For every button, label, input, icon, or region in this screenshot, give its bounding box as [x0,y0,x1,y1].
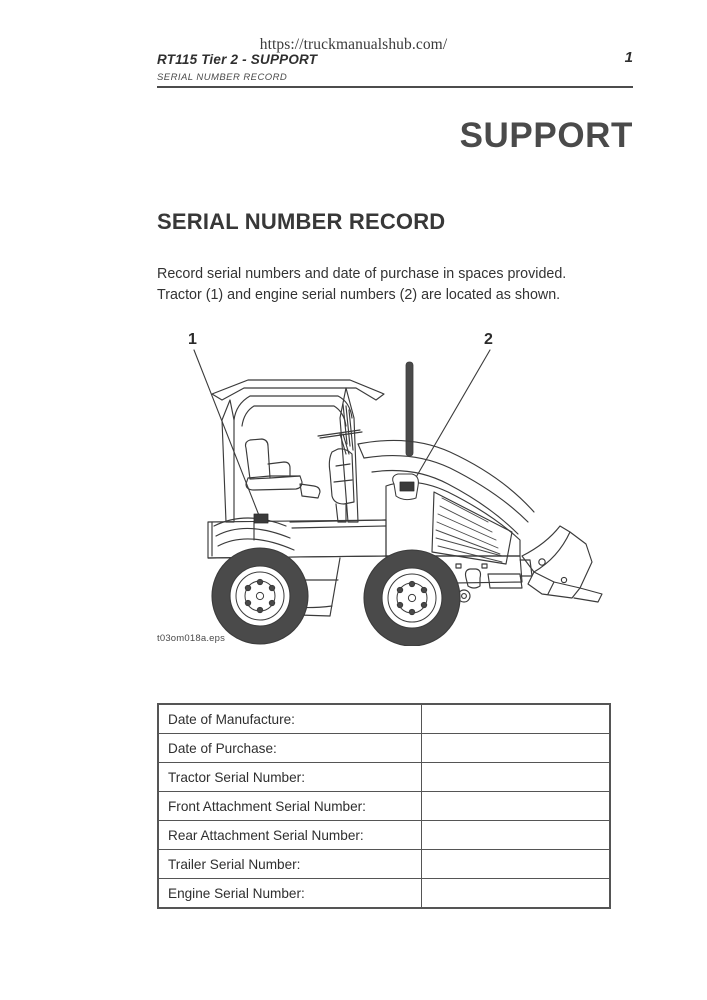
row-value-field[interactable] [421,763,610,792]
row-value-field[interactable] [421,704,610,734]
page-title: SUPPORT [459,116,633,155]
front-wheel [364,550,460,646]
tractor-serial-plate [254,514,268,523]
tractor-figure [150,326,620,646]
section-heading: SERIAL NUMBER RECORD [157,209,446,234]
row-label: Rear Attachment Serial Number: [158,821,421,850]
site-watermark: https://truckmanualshub.com/ [259,36,448,53]
callout-number-1: 1 [188,331,197,348]
callout-leader-lines [194,350,490,518]
row-label: Date of Manufacture: [158,704,421,734]
page-number: 1 [624,49,633,66]
header-divider-rule [157,86,633,88]
table-row [158,734,610,763]
table-row [158,850,610,879]
serial-number-record-table [157,703,611,909]
row-label: Trailer Serial Number: [158,850,421,879]
table-row [158,704,610,734]
running-header-subtitle: SERIAL NUMBER RECORD [157,72,288,83]
row-value-field[interactable] [421,734,610,763]
row-value-field[interactable] [421,821,610,850]
intro-paragraph [157,264,637,306]
table-row [158,821,610,850]
callout-number-2: 2 [484,331,493,348]
intro-line-1: Record serial numbers and date of purchase in spaces provided. [157,266,567,282]
row-label: Date of Purchase: [158,734,421,763]
table-row [158,879,610,909]
row-label: Front Attachment Serial Number: [158,792,421,821]
figure-caption: t03om018a.eps [157,633,226,644]
row-label: Tractor Serial Number: [158,763,421,792]
row-value-field[interactable] [421,792,610,821]
running-header-title: RT115 Tier 2 - SUPPORT [157,52,318,67]
row-value-field[interactable] [421,879,610,909]
rear-wheel [212,548,308,644]
engine-grille-louvers [436,498,502,562]
row-label: Engine Serial Number: [158,879,421,909]
engine-serial-plate [400,482,414,491]
table-body [158,704,610,908]
table-row [158,763,610,792]
table-row [158,792,610,821]
intro-line-2: Tractor (1) and engine serial numbers (2) are located as shown. [157,287,561,303]
row-value-field[interactable] [421,850,610,879]
